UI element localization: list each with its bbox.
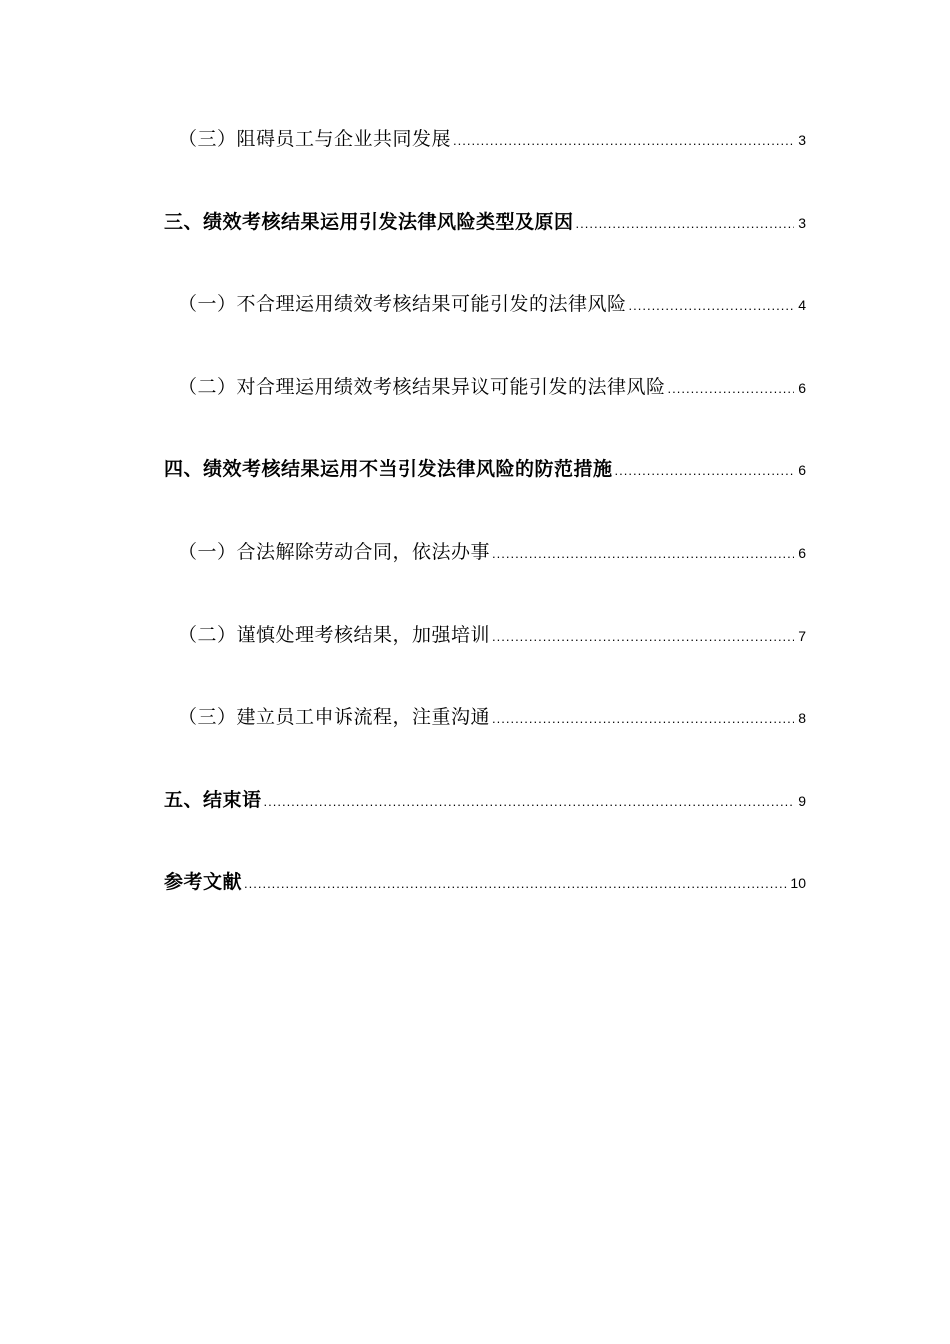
toc-dot-leader: [492, 629, 794, 644]
toc-entry[interactable]: [164, 785, 806, 868]
toc-entry-title: 四、绩效考核结果运用不当引发法律风险的防范措施: [164, 458, 613, 481]
toc-entry-page: 6: [798, 379, 806, 396]
toc-entry-page: 8: [798, 710, 806, 727]
table-of-contents: [164, 124, 806, 950]
toc-entry[interactable]: [164, 702, 806, 785]
toc-entry-title: （二）对合理运用绩效考核结果异议可能引发的法律风险: [178, 375, 666, 398]
toc-dot-leader: [629, 298, 794, 313]
toc-entry-page: 4: [798, 297, 806, 314]
toc-dot-leader: [453, 133, 794, 148]
toc-entry-title: 五、结束语: [164, 788, 262, 811]
toc-dot-leader: [492, 546, 794, 561]
toc-entry-page: 10: [790, 875, 806, 892]
toc-dot-leader: [244, 876, 788, 891]
toc-entry-title: （一）合法解除劳动合同，依法办事: [178, 540, 491, 563]
toc-entry[interactable]: [164, 289, 806, 372]
toc-dot-leader: [668, 381, 794, 396]
toc-dot-leader: [492, 711, 794, 726]
toc-dot-leader: [264, 794, 794, 809]
toc-entry[interactable]: [164, 867, 806, 950]
toc-entry-title: （一）不合理运用绩效考核结果可能引发的法律风险: [178, 293, 627, 316]
toc-entry[interactable]: [164, 372, 806, 455]
toc-entry-page: 6: [798, 544, 806, 561]
toc-entry-page: 3: [798, 214, 806, 231]
toc-entry[interactable]: [164, 537, 806, 620]
toc-entry-page: 6: [798, 462, 806, 479]
toc-dot-leader: [615, 463, 794, 478]
toc-entry-title: 参考文献: [164, 871, 243, 894]
toc-entry[interactable]: [164, 620, 806, 703]
toc-entry-title: （三）阻碍员工与企业共同发展: [178, 128, 452, 150]
toc-entry-title: 三、绩效考核结果运用引发法律风险类型及原因: [164, 210, 574, 233]
toc-entry-page: 9: [798, 792, 806, 809]
toc-entry-page: 7: [798, 627, 806, 644]
toc-entry-title: （二）谨慎处理考核结果，加强培训: [178, 623, 491, 646]
toc-entry-page: 3: [798, 132, 806, 148]
toc-dot-leader: [576, 216, 794, 231]
toc-entry-title: （三）建立员工申诉流程，注重沟通: [178, 706, 491, 729]
toc-entry[interactable]: [164, 454, 806, 537]
toc-entry[interactable]: [164, 124, 806, 207]
toc-entry[interactable]: [164, 207, 806, 290]
